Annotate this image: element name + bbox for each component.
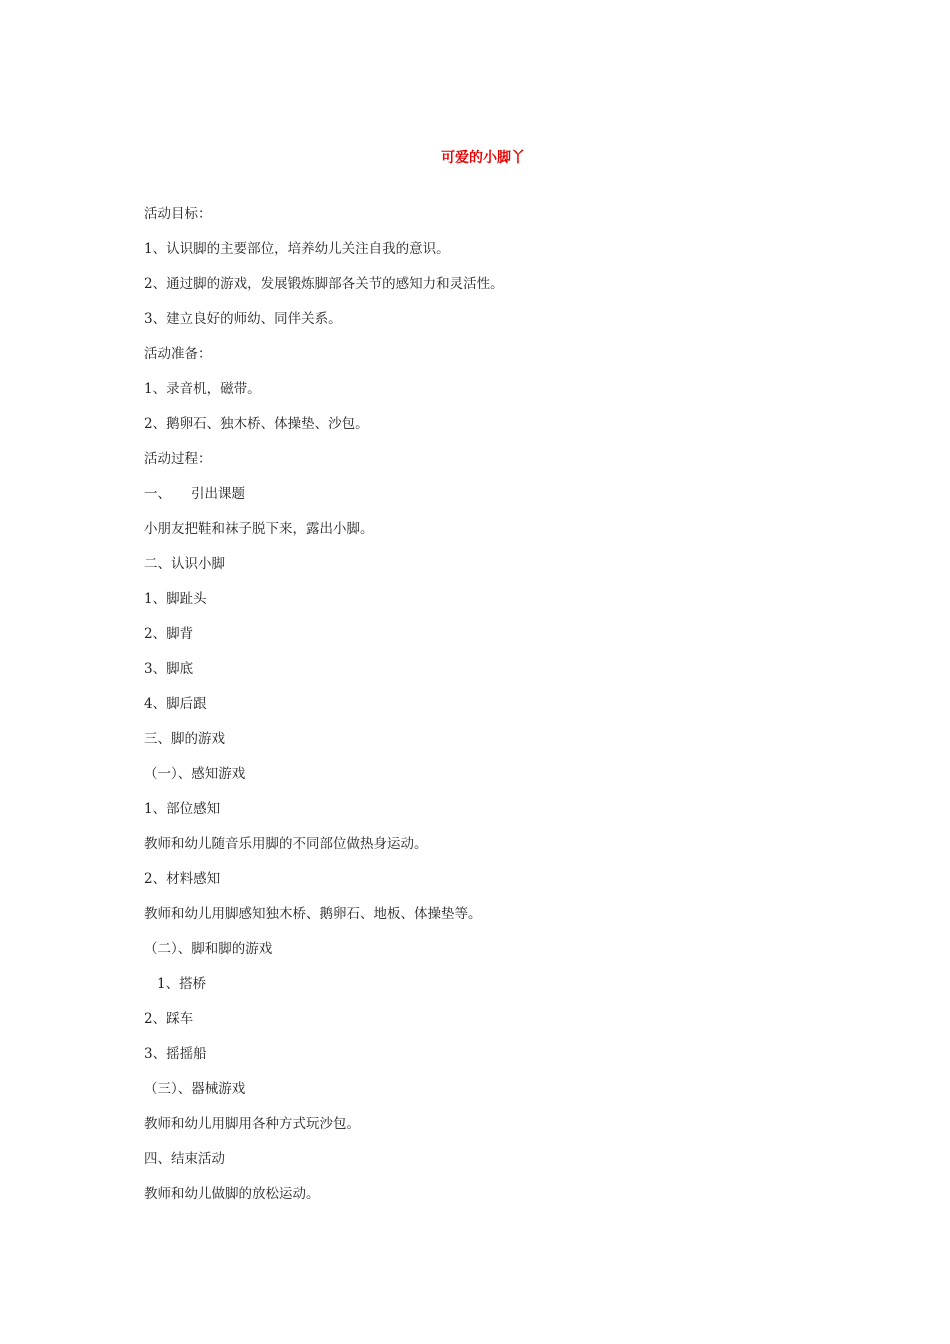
game-1-item-1-text: 教师和幼儿随音乐用脚的不同部位做热身运动。	[144, 836, 428, 852]
document-title: 可爱的小脚丫	[441, 150, 525, 166]
section-heading-goals: 活动目标：	[144, 206, 212, 222]
foot-part-1: 1、脚趾头	[144, 591, 207, 607]
process-step-1	[144, 483, 824, 518]
game-1-item-1: 1、部位感知	[144, 801, 221, 817]
process-step-4-text: 教师和幼儿做脚的放松运动。	[144, 1186, 320, 1202]
game-3-text: 教师和幼儿用脚用各种方式玩沙包。	[144, 1116, 360, 1132]
process-step-2: 二、认识小脚	[144, 556, 225, 572]
foot-part-2: 2、脚背	[144, 626, 194, 642]
process-step-1-number: 一、	[144, 486, 171, 502]
process-step-4: 四、结束活动	[144, 1151, 225, 1167]
game-section-3: （三）、器械游戏	[144, 1081, 246, 1097]
process-step-3: 三、脚的游戏	[144, 731, 225, 747]
game-section-2: （二）、脚和脚的游戏	[144, 941, 273, 957]
game-1-item-2-text: 教师和幼儿用脚感知独木桥、鹅卵石、地板、体操垫等。	[144, 906, 482, 922]
goal-item-3: 3、建立良好的师幼、同伴关系。	[144, 311, 342, 327]
game-2-item-1: 1、搭桥	[157, 976, 207, 992]
document-body	[144, 203, 824, 1218]
process-step-1-label: 引出课题	[191, 486, 245, 502]
process-step-1-text: 小朋友把鞋和袜子脱下来，露出小脚。	[144, 521, 374, 537]
game-section-1: （一）、感知游戏	[144, 766, 246, 782]
game-2-item-2: 2、踩车	[144, 1011, 194, 1027]
goal-item-1: 1、认识脚的主要部位，培养幼儿关注自我的意识。	[144, 241, 450, 257]
game-2-item-3: 3、摇摇船	[144, 1046, 207, 1062]
section-heading-preparation: 活动准备：	[144, 346, 212, 362]
preparation-item-1: 1、录音机，磁带。	[144, 381, 261, 397]
preparation-item-2: 2、鹅卵石、独木桥、体操垫、沙包。	[144, 416, 369, 432]
goal-item-2: 2、通过脚的游戏，发展锻炼脚部各关节的感知力和灵活性。	[144, 276, 504, 292]
section-heading-process: 活动过程：	[144, 451, 212, 467]
foot-part-4: 4、脚后跟	[144, 696, 207, 712]
foot-part-3: 3、脚底	[144, 661, 194, 677]
game-1-item-2: 2、材料感知	[144, 871, 221, 887]
